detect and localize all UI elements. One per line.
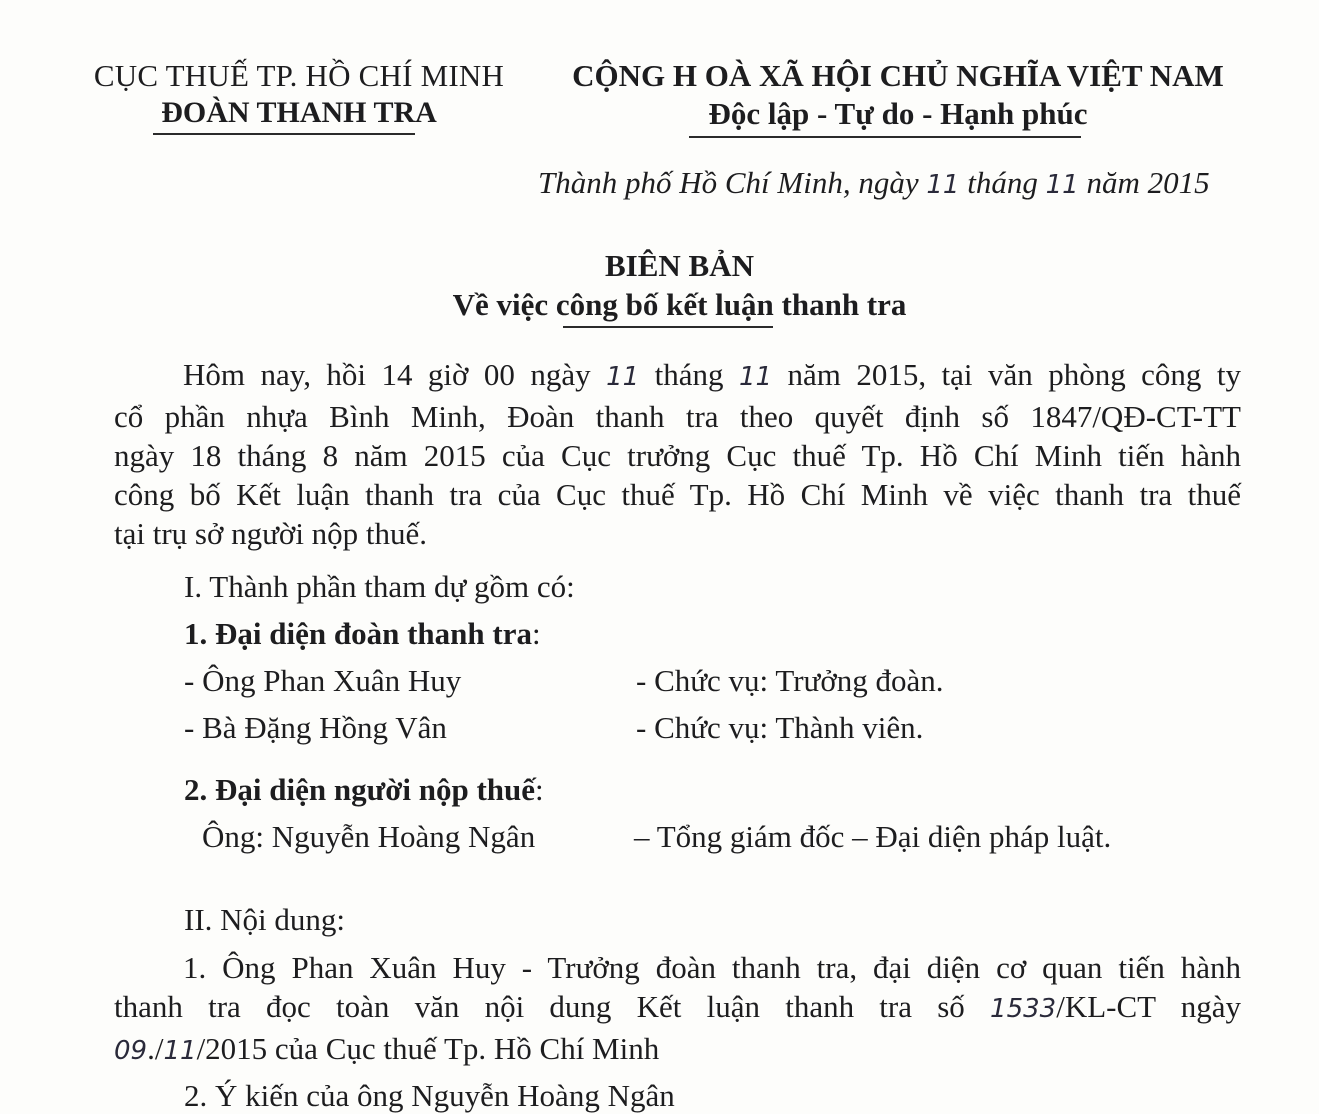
national-title: CỘNG H OÀ XÃ HỘI CHỦ NGHĨA VIỆT NAM bbox=[572, 58, 1224, 93]
item-1-text-c: /2015 của Cục thuế Tp. Hồ Chí Minh bbox=[196, 1031, 660, 1066]
section-1-heading: I. Thành phần tham dự gồm có: bbox=[184, 569, 575, 604]
item-1-line-3 bbox=[114, 1029, 1241, 1071]
motto-underline bbox=[689, 136, 1081, 138]
intro-paragraph bbox=[114, 355, 1241, 553]
conclusion-day-handwritten: 09 bbox=[114, 1036, 148, 1066]
dateline-day-handwritten: 11 bbox=[926, 170, 960, 200]
national-motto: Độc lập - Tự do - Hạnh phúc bbox=[708, 96, 1088, 131]
intro-text-c: năm 2015, tại văn phòng công ty bbox=[772, 357, 1241, 392]
item-1-text-a: thanh tra đọc toàn văn nội dung Kết luận thanh tra số bbox=[114, 989, 991, 1024]
group-2-heading bbox=[184, 772, 544, 808]
intro-line-4: công bố Kết luận thanh tra của Cục thuế Tp. Hồ Chí Minh về việc thanh tra thuế bbox=[114, 477, 1241, 512]
item-1-text-b: /KL-CT ngày bbox=[1056, 989, 1241, 1024]
section-2-item-1 bbox=[114, 948, 1241, 1071]
dateline-month-label: tháng bbox=[959, 165, 1046, 200]
member-2-role: - Chức vụ: Thành viên. bbox=[636, 710, 924, 745]
member-1-name: - Ông Phan Xuân Huy bbox=[184, 663, 462, 698]
issuing-unit: ĐOÀN THANH TRA bbox=[161, 96, 437, 129]
conclusion-number-handwritten: 1533 bbox=[990, 994, 1057, 1024]
group-1-heading-text: 1. Đại diện đoàn thanh tra bbox=[184, 616, 532, 651]
intro-text-a: Hôm nay, hồi 14 giờ 00 ngày bbox=[183, 357, 607, 392]
intro-line-2: cổ phần nhựa Bình Minh, Đoàn thanh tra theo quyết định số 1847/QĐ-CT-TT bbox=[114, 399, 1241, 434]
dateline-month-handwritten: 11 bbox=[1045, 170, 1079, 200]
member-2-name: - Bà Đặng Hồng Vân bbox=[184, 710, 447, 745]
document-title: BIÊN BẢN bbox=[604, 248, 754, 283]
intro-line-3: ngày 18 tháng 8 năm 2015 của Cục trưởng Cục thuế Tp. Hồ Chí Minh tiến hành bbox=[114, 438, 1241, 473]
item-1-line-2 bbox=[114, 987, 1241, 1029]
intro-day-handwritten: 11 bbox=[606, 362, 640, 392]
intro-text-b: tháng bbox=[639, 357, 739, 392]
conclusion-month-handwritten: 11 bbox=[163, 1036, 197, 1066]
item-1-line-1: 1. Ông Phan Xuân Huy - Trưởng đoàn thanh tra, đại diện cơ quan tiến hành bbox=[183, 950, 1241, 985]
taxpayer-name: Ông: Nguyễn Hoàng Ngân bbox=[202, 819, 536, 854]
document-subtitle: Về việc công bố kết luận thanh tra bbox=[452, 287, 907, 322]
subtitle-underline bbox=[563, 326, 773, 328]
group-2-colon: : bbox=[535, 772, 544, 807]
intro-line-1 bbox=[114, 355, 1241, 397]
section-2-heading: II. Nội dung: bbox=[184, 902, 346, 937]
issuing-agency: CỤC THUẾ TP. HỒ CHÍ MINH bbox=[93, 58, 505, 93]
group-1-colon: : bbox=[531, 616, 541, 651]
conclusion-date-separator: ./ bbox=[147, 1031, 164, 1066]
intro-line-5: tại trụ sở người nộp thuế. bbox=[114, 516, 428, 551]
intro-month-handwritten: 11 bbox=[738, 362, 773, 392]
group-2-heading-text: 2. Đại diện người nộp thuế bbox=[184, 772, 536, 807]
dateline-prefix: Thành phố Hồ Chí Minh, ngày bbox=[538, 165, 927, 200]
member-1-role: - Chức vụ: Trưởng đoàn. bbox=[636, 663, 944, 698]
taxpayer-role: – Tổng giám đốc – Đại diện pháp luật. bbox=[634, 819, 1112, 854]
agency-underline bbox=[153, 133, 415, 135]
group-1-heading bbox=[184, 616, 541, 652]
section-2-item-2-partial: 2. Ý kiến của ông Nguyễn Hoàng Ngân bbox=[184, 1078, 675, 1113]
dateline-year: năm 2015 bbox=[1078, 165, 1210, 200]
dateline bbox=[538, 165, 1210, 201]
